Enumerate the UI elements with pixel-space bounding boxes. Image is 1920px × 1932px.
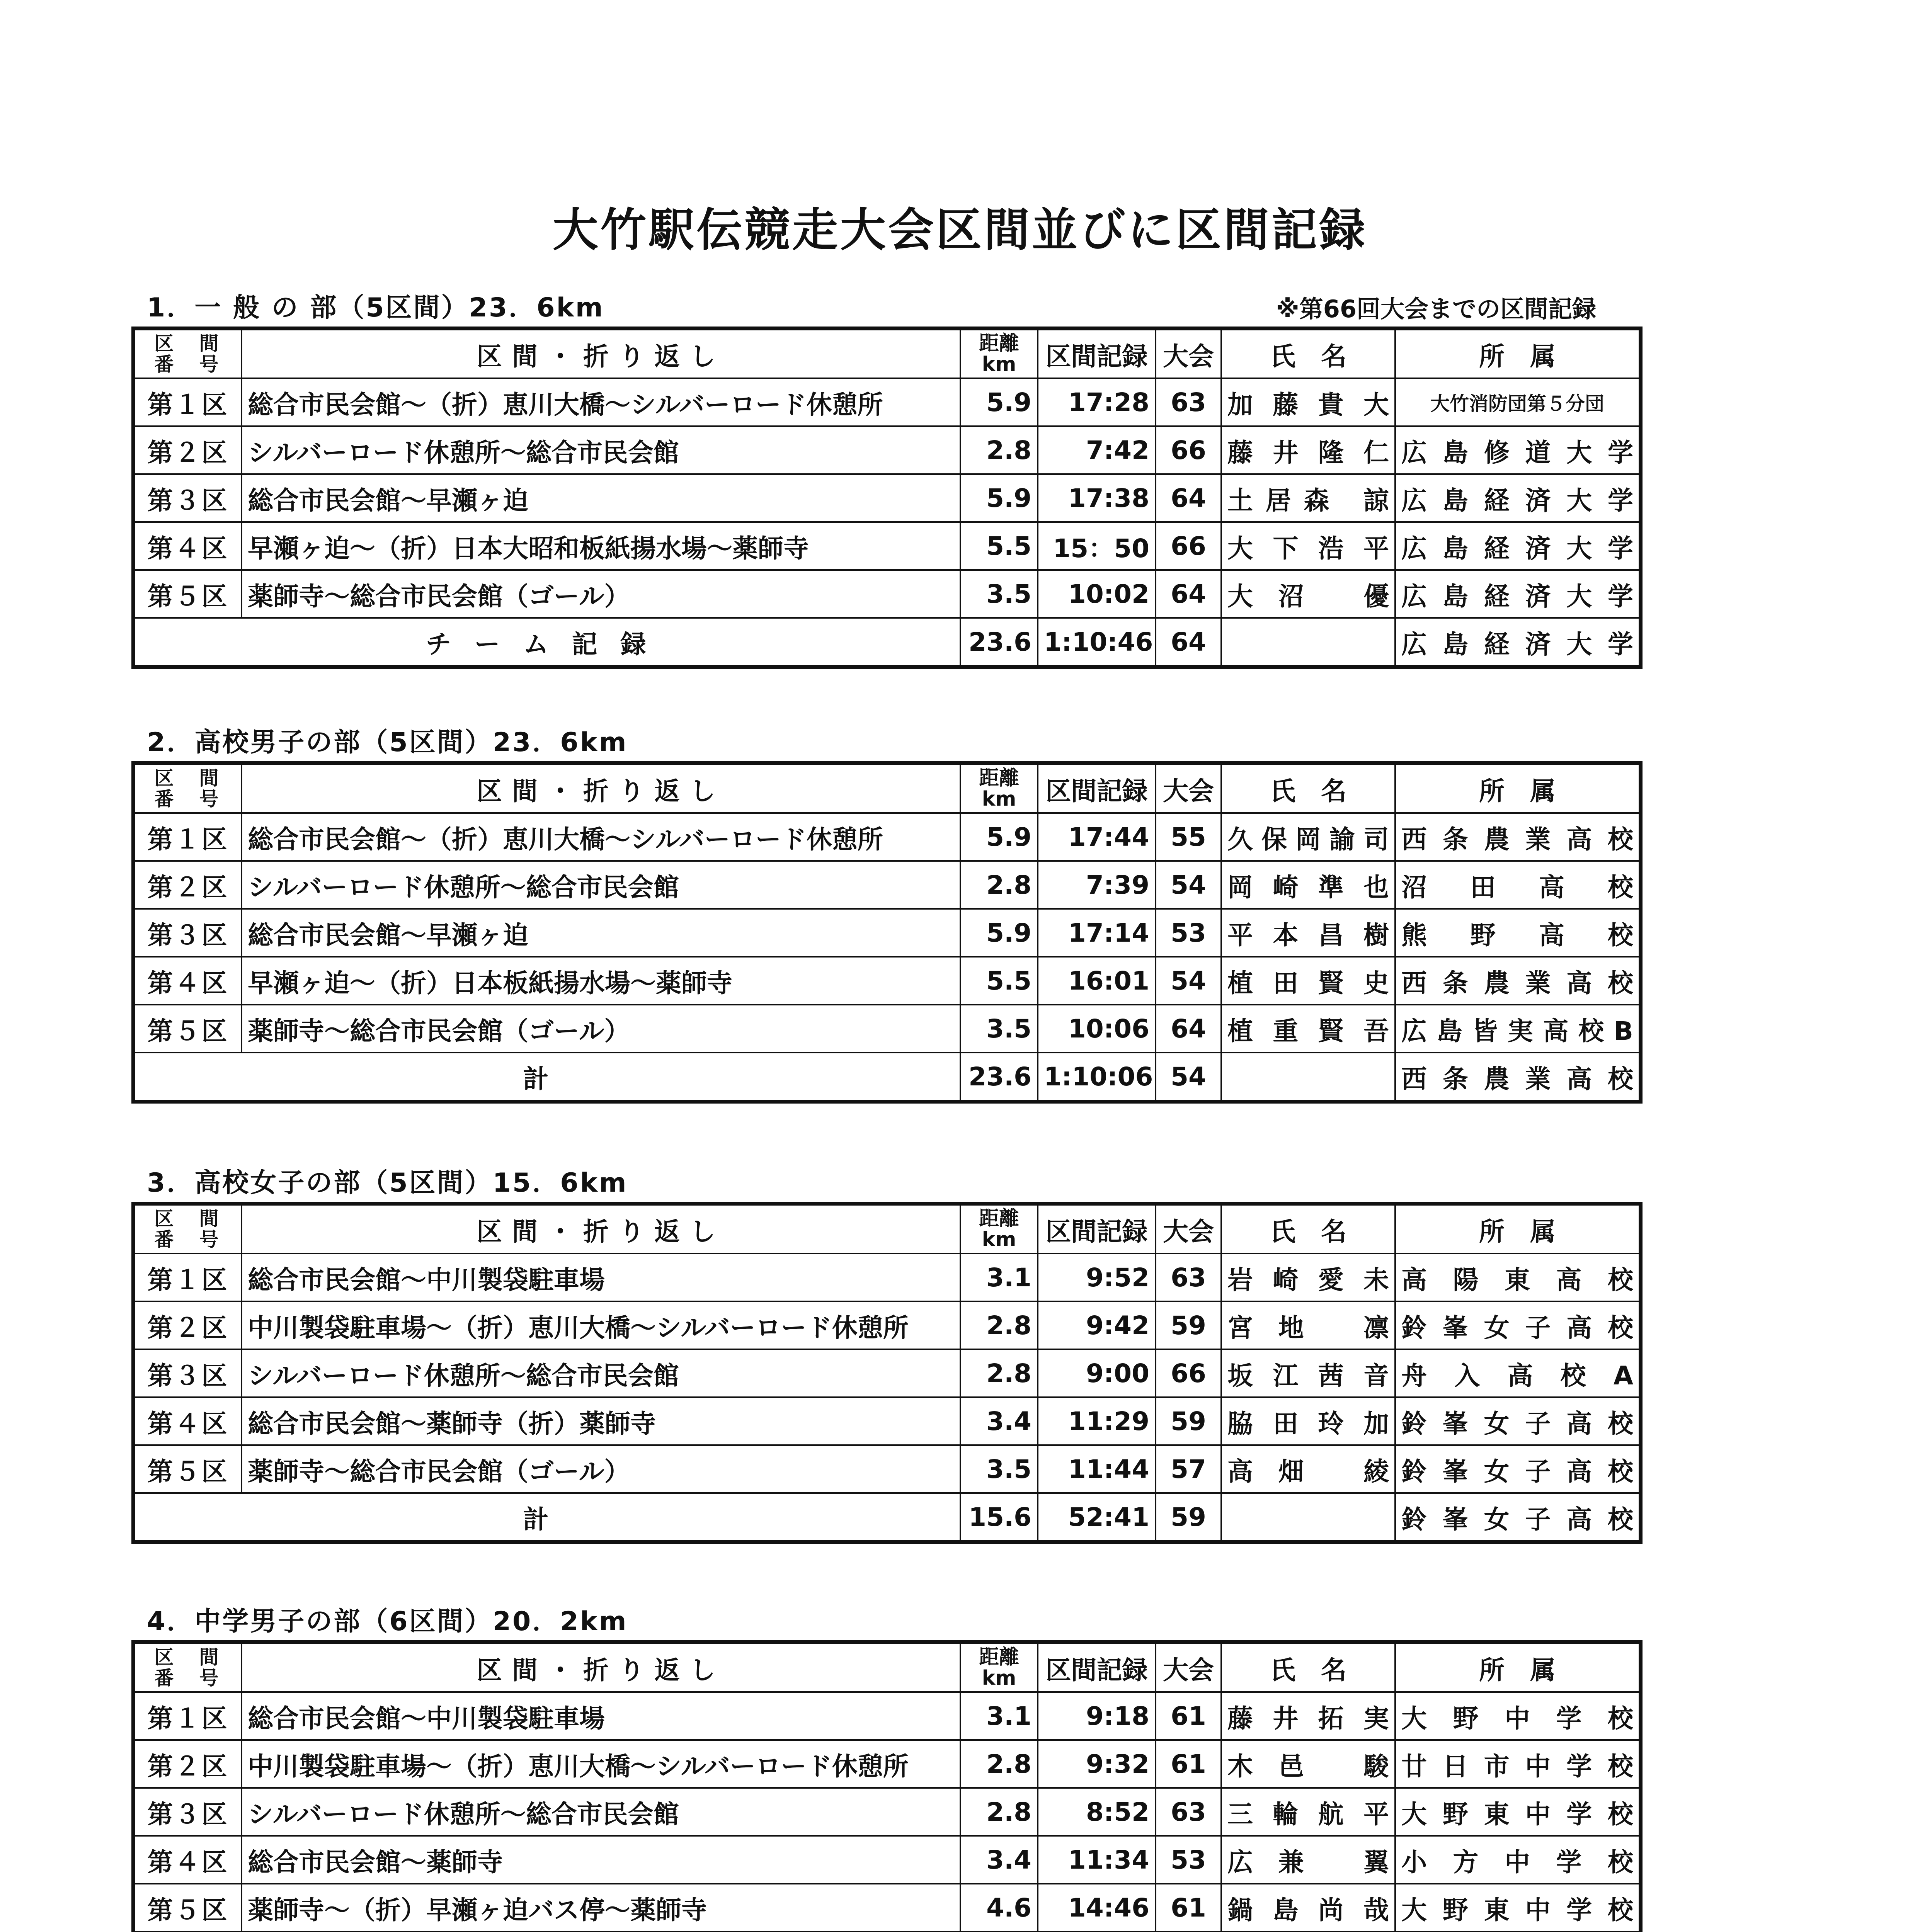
header-kyori-line2: km — [982, 787, 1016, 811]
cell-record-time: 14:46 — [1038, 1884, 1156, 1932]
cell-taikai: 53 — [1156, 1836, 1221, 1884]
table-row — [133, 1397, 1641, 1445]
cell-taikai: 63 — [1156, 378, 1221, 426]
cell-distance: 2.8 — [960, 861, 1038, 909]
cell-taikai: 57 — [1156, 1445, 1221, 1493]
table-row — [133, 378, 1641, 426]
cell-record-time: 8:52 — [1038, 1788, 1156, 1836]
record-table — [131, 1202, 1643, 1544]
header-kyori — [960, 1204, 1038, 1253]
cell-runner-name: 広兼 翼 — [1221, 1836, 1395, 1884]
header-shimei: 氏 名 — [1221, 328, 1395, 378]
header-kukan-line2: 番 号 — [154, 788, 222, 810]
cell-distance: 5.9 — [960, 474, 1038, 522]
cell-record-time: 17:28 — [1038, 378, 1156, 426]
cell-total-time: 1:10:46 — [1038, 618, 1156, 667]
table-total-row — [133, 618, 1641, 667]
cell-total-name — [1221, 1493, 1395, 1542]
cell-distance: 2.8 — [960, 1349, 1038, 1397]
cell-taikai: 55 — [1156, 813, 1221, 861]
cell-runner-name: 坂江茜音 — [1221, 1349, 1395, 1397]
cell-affiliation: 西条農業高校 — [1395, 957, 1641, 1005]
cell-total-label: チーム記録 — [133, 618, 960, 667]
table-row — [133, 426, 1641, 474]
cell-runner-name: 岩崎愛未 — [1221, 1253, 1395, 1301]
cell-course: 早瀬ヶ迫～（折）日本大昭和板紙揚水場～薬師寺 — [242, 522, 960, 570]
table-header-row — [133, 1204, 1641, 1253]
cell-distance: 3.5 — [960, 1445, 1038, 1493]
table-row — [133, 1005, 1641, 1053]
cell-record-time: 9:52 — [1038, 1253, 1156, 1301]
cell-record-time: 10:06 — [1038, 1005, 1156, 1053]
page-title: 大竹駅伝競走大会区間並びに区間記録 — [552, 203, 1367, 257]
cell-course: 早瀬ヶ迫～（折）日本板紙揚水場～薬師寺 — [242, 957, 960, 1005]
cell-record-time: 7:39 — [1038, 861, 1156, 909]
table-row — [133, 1301, 1641, 1349]
cell-distance: 3.1 — [960, 1692, 1038, 1740]
header-kyori-line1: 距離 — [979, 332, 1019, 355]
cell-course: 薬師寺～（折）早瀬ヶ迫バス停～薬師寺 — [242, 1884, 960, 1932]
cell-kukan: 第２区 — [133, 1740, 242, 1788]
header-kyori — [960, 1642, 1038, 1692]
header-kukan-kiroku: 区間記録 — [1038, 1204, 1156, 1253]
header-kyori-line2: km — [982, 353, 1016, 376]
cell-taikai: 64 — [1156, 1005, 1221, 1053]
table-row — [133, 1692, 1641, 1740]
cell-distance: 5.5 — [960, 957, 1038, 1005]
cell-runner-name: 平本昌樹 — [1221, 909, 1395, 957]
header-kukan-line2: 番 号 — [154, 353, 222, 376]
cell-taikai: 61 — [1156, 1740, 1221, 1788]
header-kukan-kiroku: 区間記録 — [1038, 1642, 1156, 1692]
section-title: 3．高校女子の部（5区間）15．6km — [147, 1168, 628, 1198]
cell-record-time: 9:32 — [1038, 1740, 1156, 1788]
section-title: 4．中学男子の部（6区間）20．2km — [147, 1606, 628, 1637]
cell-affiliation: 沼田高校 — [1395, 861, 1641, 909]
table-header-row — [133, 763, 1641, 813]
section-header — [131, 1602, 1639, 1640]
cell-course: 薬師寺～総合市民会館（ゴール） — [242, 570, 960, 618]
header-kyori-line1: 距離 — [979, 1646, 1019, 1669]
cell-course: 総合市民会館～中川製袋駐車場 — [242, 1692, 960, 1740]
cell-runner-name: 木邑 駿 — [1221, 1740, 1395, 1788]
cell-kukan: 第５区 — [133, 1884, 242, 1932]
cell-course: 総合市民会館～薬師寺 — [242, 1836, 960, 1884]
cell-kukan: 第３区 — [133, 909, 242, 957]
cell-course: 総合市民会館～薬師寺（折）薬師寺 — [242, 1397, 960, 1445]
cell-course: 総合市民会館～（折）恵川大橋～シルバーロード休憩所 — [242, 378, 960, 426]
cell-taikai: 63 — [1156, 1253, 1221, 1301]
cell-course: 薬師寺～総合市民会館（ゴール） — [242, 1445, 960, 1493]
cell-affiliation: 大野中学校 — [1395, 1692, 1641, 1740]
cell-runner-name: 植田賢史 — [1221, 957, 1395, 1005]
cell-affiliation: 舟入高校A — [1395, 1349, 1641, 1397]
cell-record-time: 9:18 — [1038, 1692, 1156, 1740]
record-table — [131, 1640, 1643, 1932]
header-kukan-bango — [133, 328, 242, 378]
header-kyori-line1: 距離 — [979, 1207, 1019, 1230]
header-kukan-bango — [133, 1642, 242, 1692]
section-header — [131, 1163, 1639, 1202]
cell-taikai: 64 — [1156, 474, 1221, 522]
cell-course: シルバーロード休憩所～総合市民会館 — [242, 861, 960, 909]
cell-record-time: 9:00 — [1038, 1349, 1156, 1397]
section-title: 1．一 般 の 部（5区間）23．6km — [147, 293, 604, 323]
cell-total-label: 計 — [133, 1053, 960, 1102]
cell-distance: 3.4 — [960, 1397, 1038, 1445]
cell-runner-name: 岡崎準也 — [1221, 861, 1395, 909]
cell-record-time: 15：50 — [1038, 522, 1156, 570]
cell-record-time: 9:42 — [1038, 1301, 1156, 1349]
header-shimei: 氏 名 — [1221, 763, 1395, 813]
cell-record-time: 11:29 — [1038, 1397, 1156, 1445]
cell-affiliation: 大野東中学校 — [1395, 1884, 1641, 1932]
header-kukan-orikaeshi: 区間・折り返し — [242, 1204, 960, 1253]
cell-affiliation: 小方中学校 — [1395, 1836, 1641, 1884]
header-kyori — [960, 328, 1038, 378]
cell-taikai: 63 — [1156, 1788, 1221, 1836]
section-note: ※第66回大会までの区間記録 — [1276, 295, 1596, 323]
header-kukan-line2: 番 号 — [154, 1667, 222, 1689]
header-kukan-bango — [133, 763, 242, 813]
cell-total-label: 計 — [133, 1493, 960, 1542]
cell-record-time: 17:44 — [1038, 813, 1156, 861]
cell-kukan: 第２区 — [133, 861, 242, 909]
cell-course: シルバーロード休憩所～総合市民会館 — [242, 426, 960, 474]
cell-kukan: 第４区 — [133, 522, 242, 570]
cell-course: シルバーロード休憩所～総合市民会館 — [242, 1349, 960, 1397]
record-table — [131, 761, 1643, 1104]
cell-total-affiliation: 広島経済大学 — [1395, 618, 1641, 667]
header-shozoku: 所 属 — [1395, 1642, 1641, 1692]
header-taikai: 大会 — [1156, 1642, 1221, 1692]
cell-distance: 3.5 — [960, 1005, 1038, 1053]
cell-kukan: 第５区 — [133, 570, 242, 618]
cell-runner-name: 藤井隆仁 — [1221, 426, 1395, 474]
cell-taikai: 54 — [1156, 861, 1221, 909]
cell-taikai: 53 — [1156, 909, 1221, 957]
table-row — [133, 1884, 1641, 1932]
cell-total-distance: 15.6 — [960, 1493, 1038, 1542]
header-kyori-line2: km — [982, 1667, 1016, 1690]
cell-taikai: 64 — [1156, 570, 1221, 618]
header-shimei: 氏 名 — [1221, 1204, 1395, 1253]
cell-kukan: 第１区 — [133, 1692, 242, 1740]
cell-course: シルバーロード休憩所～総合市民会館 — [242, 1788, 960, 1836]
cell-affiliation: 広島経済大学 — [1395, 474, 1641, 522]
table-row — [133, 1349, 1641, 1397]
header-kukan-bango — [133, 1204, 242, 1253]
cell-runner-name: 藤井拓実 — [1221, 1692, 1395, 1740]
cell-distance: 5.5 — [960, 522, 1038, 570]
cell-runner-name: 大沼 優 — [1221, 570, 1395, 618]
cell-total-taikai: 64 — [1156, 618, 1221, 667]
cell-affiliation: 大竹消防団第５分団 — [1395, 378, 1641, 426]
cell-kukan: 第３区 — [133, 1788, 242, 1836]
table-row — [133, 1836, 1641, 1884]
cell-taikai: 59 — [1156, 1397, 1221, 1445]
cell-record-time: 11:34 — [1038, 1836, 1156, 1884]
cell-distance: 3.4 — [960, 1836, 1038, 1884]
header-kyori-line1: 距離 — [979, 767, 1019, 790]
cell-record-time: 7:42 — [1038, 426, 1156, 474]
table-row — [133, 1253, 1641, 1301]
record-section — [131, 1163, 1639, 1544]
cell-course: 中川製袋駐車場～（折）恵川大橋～シルバーロード休憩所 — [242, 1301, 960, 1349]
cell-record-time: 17:38 — [1038, 474, 1156, 522]
header-kukan-line1: 区 間 — [154, 332, 222, 355]
cell-taikai: 66 — [1156, 1349, 1221, 1397]
table-row — [133, 861, 1641, 909]
cell-distance: 2.8 — [960, 1788, 1038, 1836]
table-header-row — [133, 1642, 1641, 1692]
header-kukan-orikaeshi: 区間・折り返し — [242, 328, 960, 378]
cell-runner-name: 鍋島尚哉 — [1221, 1884, 1395, 1932]
cell-distance: 5.9 — [960, 378, 1038, 426]
cell-kukan: 第１区 — [133, 378, 242, 426]
cell-runner-name: 大下浩平 — [1221, 522, 1395, 570]
cell-kukan: 第２区 — [133, 1301, 242, 1349]
cell-distance: 3.1 — [960, 1253, 1038, 1301]
cell-runner-name: 高畑 綾 — [1221, 1445, 1395, 1493]
cell-kukan: 第１区 — [133, 813, 242, 861]
header-kukan-line1: 区 間 — [154, 1646, 222, 1668]
header-shozoku: 所 属 — [1395, 328, 1641, 378]
cell-taikai: 66 — [1156, 522, 1221, 570]
cell-affiliation: 鈴峯女子高校 — [1395, 1397, 1641, 1445]
cell-affiliation: 広島皆実高校B — [1395, 1005, 1641, 1053]
header-taikai: 大会 — [1156, 763, 1221, 813]
cell-affiliation: 熊野高校 — [1395, 909, 1641, 957]
record-section — [131, 1602, 1639, 1932]
table-row — [133, 909, 1641, 957]
record-section — [131, 288, 1639, 669]
cell-kukan: 第１区 — [133, 1253, 242, 1301]
cell-kukan: 第３区 — [133, 1349, 242, 1397]
record-section — [131, 723, 1639, 1104]
cell-runner-name: 久保岡諭司 — [1221, 813, 1395, 861]
cell-total-time: 52:41 — [1038, 1493, 1156, 1542]
cell-runner-name: 三輪航平 — [1221, 1788, 1395, 1836]
cell-total-name — [1221, 618, 1395, 667]
header-taikai: 大会 — [1156, 328, 1221, 378]
cell-kukan: 第４区 — [133, 1836, 242, 1884]
cell-kukan: 第２区 — [133, 426, 242, 474]
header-shozoku: 所 属 — [1395, 1204, 1641, 1253]
cell-taikai: 61 — [1156, 1884, 1221, 1932]
cell-total-taikai: 54 — [1156, 1053, 1221, 1102]
table-row — [133, 522, 1641, 570]
section-header — [131, 288, 1639, 327]
header-kyori-line2: km — [982, 1228, 1016, 1251]
cell-total-distance: 23.6 — [960, 1053, 1038, 1102]
section-header — [131, 723, 1639, 761]
cell-course: 総合市民会館～（折）恵川大橋～シルバーロード休憩所 — [242, 813, 960, 861]
header-kukan-kiroku: 区間記録 — [1038, 328, 1156, 378]
header-kukan-line1: 区 間 — [154, 1208, 222, 1230]
cell-taikai: 61 — [1156, 1692, 1221, 1740]
cell-affiliation: 鈴峯女子高校 — [1395, 1301, 1641, 1349]
cell-distance: 3.5 — [960, 570, 1038, 618]
header-taikai: 大会 — [1156, 1204, 1221, 1253]
cell-affiliation: 大野東中学校 — [1395, 1788, 1641, 1836]
table-row — [133, 813, 1641, 861]
cell-runner-name: 宮地 凛 — [1221, 1301, 1395, 1349]
cell-kukan: 第３区 — [133, 474, 242, 522]
cell-distance: 2.8 — [960, 426, 1038, 474]
table-row — [133, 1788, 1641, 1836]
cell-total-time: 1:10:06 — [1038, 1053, 1156, 1102]
cell-record-time: 17:14 — [1038, 909, 1156, 957]
cell-taikai: 54 — [1156, 957, 1221, 1005]
cell-runner-name: 加藤貴大 — [1221, 378, 1395, 426]
cell-affiliation: 高陽東高校 — [1395, 1253, 1641, 1301]
section-title: 2．高校男子の部（5区間）23．6km — [147, 727, 628, 758]
header-shozoku: 所 属 — [1395, 763, 1641, 813]
cell-distance: 5.9 — [960, 813, 1038, 861]
cell-total-affiliation: 西条農業高校 — [1395, 1053, 1641, 1102]
table-row — [133, 957, 1641, 1005]
header-kyori — [960, 763, 1038, 813]
header-kukan-line1: 区 間 — [154, 767, 222, 789]
cell-runner-name: 植重賢吾 — [1221, 1005, 1395, 1053]
cell-record-time: 10:02 — [1038, 570, 1156, 618]
cell-kukan: 第５区 — [133, 1005, 242, 1053]
cell-runner-name: 土居森 諒 — [1221, 474, 1395, 522]
cell-course: 中川製袋駐車場～（折）恵川大橋～シルバーロード休憩所 — [242, 1740, 960, 1788]
cell-affiliation: 廿日市中学校 — [1395, 1740, 1641, 1788]
cell-affiliation: 西条農業高校 — [1395, 813, 1641, 861]
table-row — [133, 570, 1641, 618]
table-row — [133, 474, 1641, 522]
table-total-row — [133, 1053, 1641, 1102]
table-header-row — [133, 328, 1641, 378]
cell-runner-name: 脇田玲加 — [1221, 1397, 1395, 1445]
cell-taikai: 59 — [1156, 1301, 1221, 1349]
cell-distance: 2.8 — [960, 1301, 1038, 1349]
cell-distance: 4.6 — [960, 1884, 1038, 1932]
cell-kukan: 第４区 — [133, 957, 242, 1005]
header-kukan-orikaeshi: 区間・折り返し — [242, 763, 960, 813]
table-row — [133, 1740, 1641, 1788]
cell-affiliation: 広島経済大学 — [1395, 522, 1641, 570]
record-table — [131, 327, 1643, 669]
cell-course: 薬師寺～総合市民会館（ゴール） — [242, 1005, 960, 1053]
cell-affiliation: 広島修道大学 — [1395, 426, 1641, 474]
cell-affiliation: 広島経済大学 — [1395, 570, 1641, 618]
table-row — [133, 1445, 1641, 1493]
header-kukan-line2: 番 号 — [154, 1228, 222, 1251]
header-kukan-kiroku: 区間記録 — [1038, 763, 1156, 813]
header-kukan-orikaeshi: 区間・折り返し — [242, 1642, 960, 1692]
table-total-row — [133, 1493, 1641, 1542]
cell-record-time: 16:01 — [1038, 957, 1156, 1005]
cell-course: 総合市民会館～中川製袋駐車場 — [242, 1253, 960, 1301]
cell-course: 総合市民会館～早瀬ヶ迫 — [242, 474, 960, 522]
cell-course: 総合市民会館～早瀬ヶ迫 — [242, 909, 960, 957]
header-shimei: 氏 名 — [1221, 1642, 1395, 1692]
cell-total-name — [1221, 1053, 1395, 1102]
cell-total-taikai: 59 — [1156, 1493, 1221, 1542]
cell-kukan: 第５区 — [133, 1445, 242, 1493]
cell-distance: 2.8 — [960, 1740, 1038, 1788]
cell-total-distance: 23.6 — [960, 618, 1038, 667]
cell-distance: 5.9 — [960, 909, 1038, 957]
cell-total-affiliation: 鈴峯女子高校 — [1395, 1493, 1641, 1542]
cell-record-time: 11:44 — [1038, 1445, 1156, 1493]
cell-affiliation: 鈴峯女子高校 — [1395, 1445, 1641, 1493]
cell-kukan: 第４区 — [133, 1397, 242, 1445]
cell-taikai: 66 — [1156, 426, 1221, 474]
